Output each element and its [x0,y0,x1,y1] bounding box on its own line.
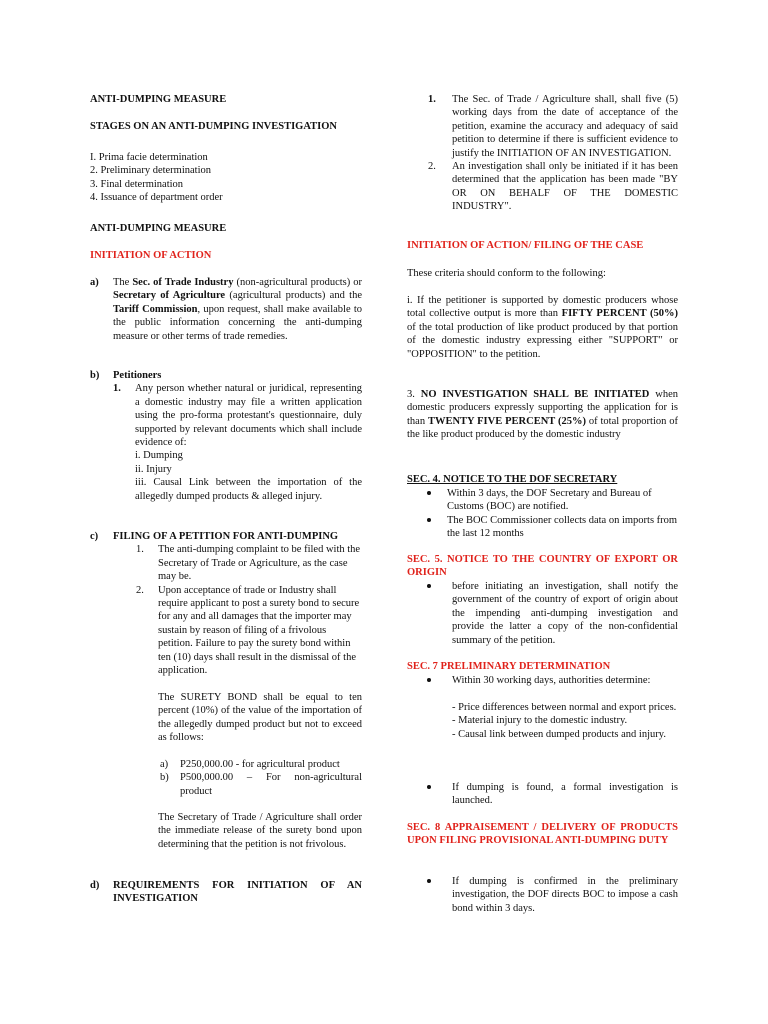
sec7-criterion: - Causal link between dumped products and injury. [452,728,666,740]
sec4-bullet-2 [407,514,678,541]
criterion-3 [407,388,678,442]
sec5-bullet-text: before initiating an investigation, shall notify the government of the country of export of origin about the impending anti-dumping investigation and provide the latter a copy of the non-confidential summary of the petition. [452,581,678,646]
requirement-item-1-text: The Sec. of Trade / Agriculture shall, shall five (5) working days from the date of acceptance of the petition, examine the accuracy and adequacy of said petition to determine if there is sufficient evidence to justify the INITIATION OF AN INVESTIGATION. [452,94,678,159]
sec7-criterion: - Price differences between normal and export prices. [452,702,677,713]
bullet-icon [427,785,431,789]
sec7-heading: SEC. 7 PRELIMINARY DETERMINATION [407,661,611,672]
section-c-item-2-num: 2. [136,584,144,596]
sec7-criteria [407,701,678,741]
section-d-title: REQUIREMENTS FOR INITIATION OF AN INVESTIGATION [113,880,362,905]
sec7-bullet [407,674,678,687]
section-a-text: The Sec. of Trade Industry (non-agricultural products) or Secretary of Agriculture (agricultural products) and the Tariff Commission, upon request, shall make available to the public information concerning the anti-dumping measure or other terms of trade remedies. [113,277,363,342]
section-a-label: a) [90,277,99,288]
title-anti-dumping-measure-2: ANTI-DUMPING MEASURE [90,223,227,234]
bond-limit-b-label: b) [160,772,169,784]
title-anti-dumping-measure: ANTI-DUMPING MEASURE [90,94,227,105]
section-b-item-1-num: 1. [113,383,121,395]
criterion-1-text: i. If the petitioner is supported by domestic producers whose total collective output is more than FIFTY PERCENT (50%) of the total production of like product produced by that portion of the domestic industry expressing either "SUPPORT" or "OPPOSITION" to the petition. [407,295,678,360]
sec8-bullet [407,875,678,915]
section-c [90,530,362,677]
bullet-icon [427,584,431,588]
bond-limit-a-text: P250,000.00 - for agricultural product [180,759,340,770]
section-c-label: c) [90,531,99,542]
sec4-bullets [407,487,678,541]
sec4-heading: SEC. 4. NOTICE TO THE DOF SECRETARY [407,474,618,485]
evidence-list [135,449,362,503]
sec8-heading: SEC. 8 APPRAISEMENT / DELIVERY OF PRODUCTS UPON FILING PROVISIONAL ANTI-DUMPING DUTY [407,822,678,847]
bullet-icon [427,678,431,682]
sec7-bullet-2-text: If dumping is found, a formal investigation is launched. [452,782,678,807]
section-c-title: FILING OF A PETITION FOR ANTI-DUMPING [113,531,339,542]
section-c-item-2-text: Upon acceptance of trade or Industry shall require applicant to post a surety bond to secure for any and all damages that the importer may sustain by reason of filing of a frivolous petition. Failure to pay the surety bond within ten (10) days shall result in the dismissal of the application. [158,584,360,677]
section-c-item-1 [90,543,362,583]
stage-item: 3. Final determination [90,178,184,190]
bullet-icon [427,491,431,495]
section-b [90,369,362,503]
requirement-item-1-num: 1. [428,94,436,105]
surety-bond-block [90,691,362,745]
sec4-bullet-1-text: Within 3 days, the DOF Secretary and Bureau of Customs (BOC) are notified. [447,488,652,513]
release-block [90,811,362,851]
sec4-bullet-1 [407,487,678,514]
bullet-icon [427,879,431,883]
sec7-criterion: - Material injury to the domestic industry. [452,715,628,727]
requirement-item-2-num: 2. [428,161,436,173]
sec5-heading: SEC. 5. NOTICE TO THE COUNTRY OF EXPORT OR ORIGIN [407,554,678,579]
bond-limit-b-text: P500,000.00 – For non-agricultural product [180,772,362,797]
criteria-intro: These criteria should conform to the following: [407,268,606,279]
bond-limit-b [90,771,362,798]
section-c-item-2 [90,584,362,678]
initiation-heading: INITIATION OF ACTION [90,250,212,261]
surety-bond-text: The SURETY BOND shall be equal to ten percent (10%) of the value of the importation of the allegedly dumped product but not to exceed as follows: [158,692,362,744]
requirement-item-1 [407,93,678,160]
bullet-icon [427,518,431,522]
evidence-item: ii. Injury [135,463,172,475]
section-c-item-1-text: The anti-dumping complaint to be filed with the Secretary of Trade or Agriculture, as the case may be. [158,544,361,583]
bond-limits [90,758,362,798]
stage-item: 2. Preliminary determination [90,165,212,177]
stages-list [90,151,362,205]
criterion-3-text: 3. NO INVESTIGATION SHALL BE INITIATED when domestic producers expressly supporting the application for is than TWENTY FIVE PERCENT (25%) of total proportion of the like product produced by the domestic industry [407,389,679,441]
stage-item: 4. Issuance of department order [90,192,223,204]
requirement-item-2-text: An investigation shall only be initiated if it has been determined that the application has been made "BY OR ON BEHALF OF THE DOMESTIC INDUSTRY". [452,161,678,213]
section-b-item-1 [90,382,362,503]
evidence-item: i. Dumping [135,450,183,462]
sec7-bullet-2 [407,781,678,808]
section-b-label: b) [90,370,100,381]
sec5-bullet [407,580,678,647]
release-text: The Secretary of Trade / Agriculture shall order the immediate release of the surety bond upon determining that the petition is not frivolous. [158,812,362,850]
section-a [90,276,362,343]
requirements-list [407,93,678,214]
section-c-item-1-num: 1. [136,544,144,556]
criterion-1 [407,294,678,361]
requirement-item-2 [407,160,678,214]
section-b-item-1-text: Any person whether natural or juridical, representing a domestic industry may file a written application using the pro-forma protestant's questionnaire, duly supported by relevant documents which shall include evidence of: [135,383,362,449]
stage-item: I. Prima facie determination [90,152,208,163]
section-d [90,879,362,906]
bond-limit-a [90,758,362,771]
section-b-title: Petitioners [113,370,162,381]
sec8-bullet-text: If dumping is confirmed in the preliminary investigation, the DOF directs BOC to impose a cash bond within 3 days. [452,876,678,914]
bond-limit-a-label: a) [160,759,169,770]
section-d-label: d) [90,880,100,891]
sec4-bullet-2-text: The BOC Commissioner collects data on imports from the last 12 months [447,514,678,540]
sec7-bullet-text: Within 30 working days, authorities determine: [452,675,651,686]
filing-heading: INITIATION OF ACTION/ FILING OF THE CASE [407,240,644,251]
evidence-item: iii. Causal Link between the importation of the allegedly dumped products & alleged injury. [135,477,362,502]
title-stages: STAGES ON AN ANTI-DUMPING INVESTIGATION [90,121,337,132]
